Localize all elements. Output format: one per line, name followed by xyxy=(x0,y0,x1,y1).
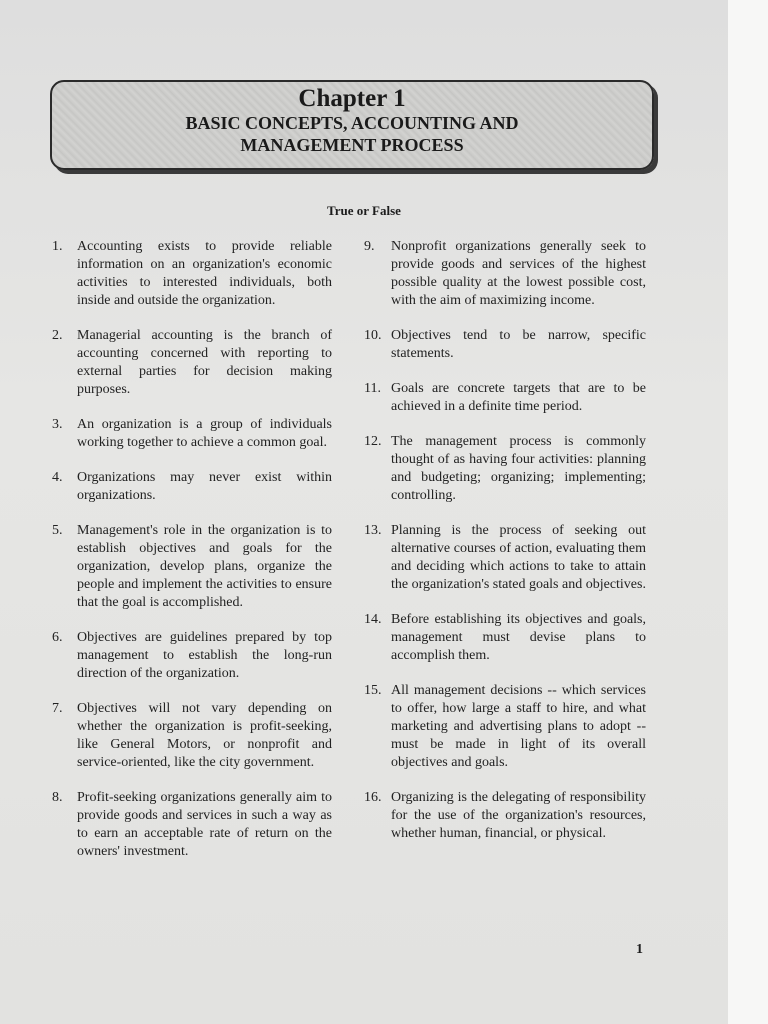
question-number: 2. xyxy=(52,328,63,343)
question-item-2 xyxy=(50,327,332,399)
question-item-4 xyxy=(50,469,332,505)
question-item-16 xyxy=(364,789,646,843)
question-text: Accounting exists to provide reliable information on an organization's economic activities to interested individuals, both inside and outside the organization. xyxy=(77,239,332,308)
question-number: 7. xyxy=(52,701,63,716)
question-number: 4. xyxy=(52,470,63,485)
question-number: 3. xyxy=(52,417,63,432)
question-text: Organizing is the delegating of responsibility for the use of the organization's resources, whether human, financial, or physical. xyxy=(391,790,646,841)
question-text: The management process is commonly thought of as having four activities: planning and budgeting; organizing; implementing; controlling. xyxy=(391,434,646,503)
chapter-subtitle: BASIC CONCEPTS, ACCOUNTING AND MANAGEMENT PROCESS xyxy=(185,113,519,155)
right-column xyxy=(364,238,646,843)
question-item-1 xyxy=(50,238,332,310)
question-number: 16. xyxy=(364,790,382,805)
question-item-7 xyxy=(50,700,332,772)
chapter-title: Chapter 1 xyxy=(298,85,406,112)
question-text: Before establishing its objectives and goals, management must devise plans to accomplish them. xyxy=(391,612,646,663)
chapter-header-box xyxy=(50,80,654,170)
question-number: 10. xyxy=(364,328,382,343)
section-heading: True or False xyxy=(327,203,401,218)
question-text: Management's role in the organization is to establish objectives and goals for the organization, develop plans, organize the people and implement the activities to ensure that the goal is accomplished. xyxy=(77,523,332,610)
question-text: Goals are concrete targets that are to be achieved in a definite time period. xyxy=(391,381,646,414)
question-item-6 xyxy=(50,629,332,683)
question-text: An organization is a group of individuals working together to achieve a common goal. xyxy=(77,417,332,450)
question-item-8 xyxy=(50,789,332,861)
question-number: 11. xyxy=(364,381,381,396)
question-number: 15. xyxy=(364,683,382,698)
question-number: 8. xyxy=(52,790,63,805)
question-text: Nonprofit organizations generally seek to provide goods and services of the highest possible quality at the lowest possible cost, with the aim of maximizing income. xyxy=(391,239,646,308)
question-item-10 xyxy=(364,327,646,363)
question-number: 6. xyxy=(52,630,63,645)
question-text: Planning is the process of seeking out alternative courses of action, evaluating them and deciding which actions to take to attain the organization's stated goals and objectives. xyxy=(391,523,646,592)
question-number: 14. xyxy=(364,612,382,627)
question-number: 1. xyxy=(52,239,63,254)
page-number: 1 xyxy=(636,942,643,957)
question-item-14 xyxy=(364,611,646,665)
question-text: Managerial accounting is the branch of accounting concerned with reporting to external parties for decision making purposes. xyxy=(77,328,332,397)
question-item-13 xyxy=(364,522,646,594)
left-column xyxy=(50,238,332,861)
question-text: Organizations may never exist within organizations. xyxy=(77,470,332,503)
question-item-5 xyxy=(50,522,332,612)
question-item-12 xyxy=(364,433,646,505)
question-number: 12. xyxy=(364,434,382,449)
question-number: 13. xyxy=(364,523,382,538)
question-text: All management decisions -- which services to offer, how large a staff to hire, and what marketing and advertising plans to adopt -- must be made in light of its overall objectives and goals. xyxy=(391,683,646,770)
background-margin xyxy=(728,0,768,1024)
question-text: Objectives tend to be narrow, specific statements. xyxy=(391,328,646,361)
question-text: Objectives will not vary depending on whether the organization is profit-seeking, like General Motors, or nonprofit and service-oriented, like the city government. xyxy=(77,701,332,770)
question-text: Objectives are guidelines prepared by top management to establish the long-run direction of the organization. xyxy=(77,630,332,681)
question-item-9 xyxy=(364,238,646,310)
question-number: 9. xyxy=(364,239,375,254)
question-text: Profit-seeking organizations generally aim to provide goods and services in such a way as to earn an acceptable rate of return on the owners' investment. xyxy=(77,790,332,859)
question-item-3 xyxy=(50,416,332,452)
question-item-11 xyxy=(364,380,646,416)
question-number: 5. xyxy=(52,523,63,538)
question-item-15 xyxy=(364,682,646,772)
